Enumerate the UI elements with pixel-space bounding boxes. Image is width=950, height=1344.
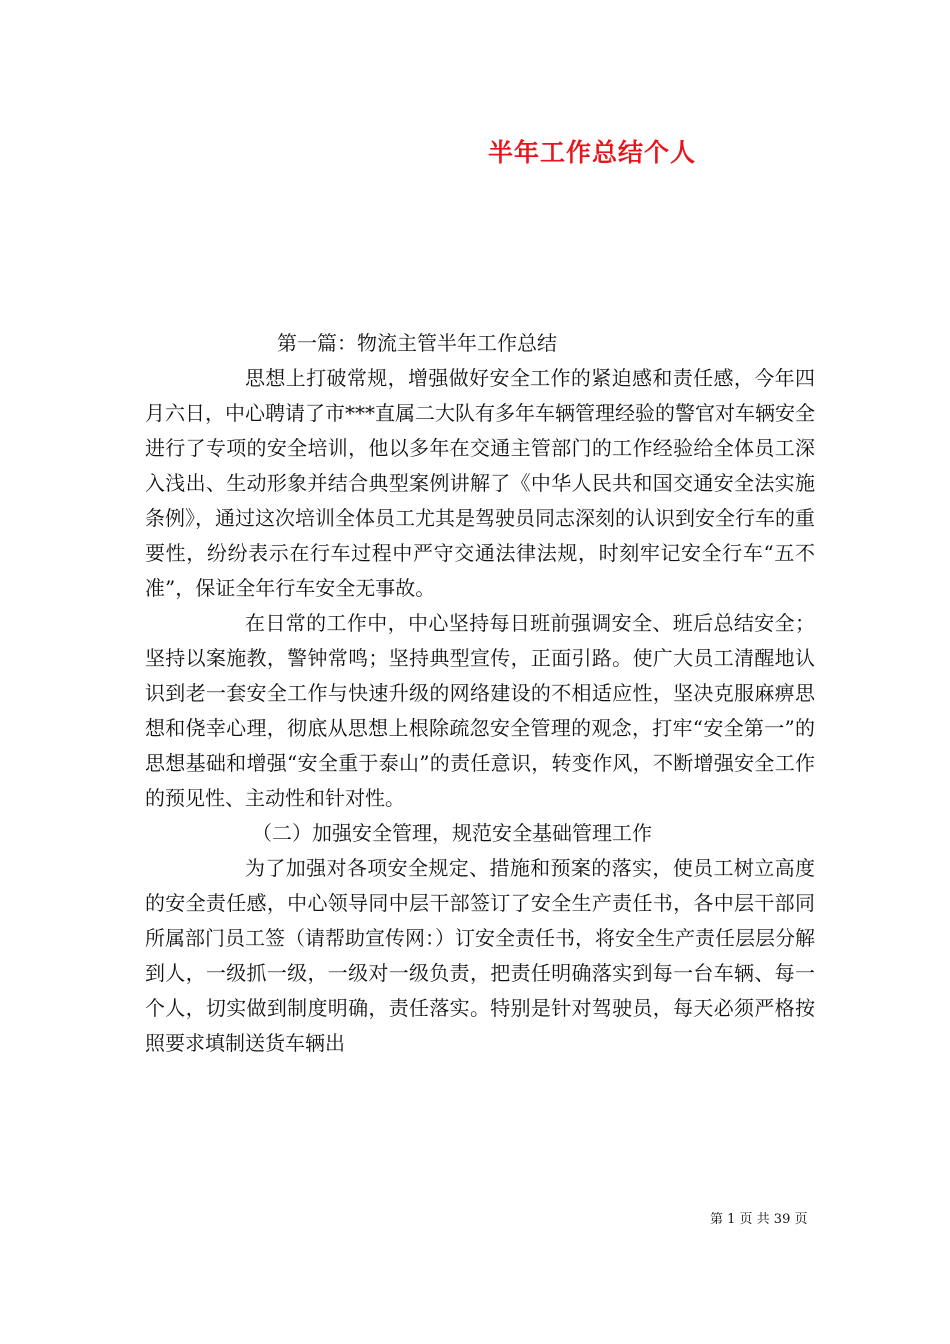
subsection-heading: （二）加强安全管理，规范安全基础管理工作: [252, 821, 652, 845]
paragraph: 为了加强对各项安全规定、措施和预案的落实，使员工树立高度的安全责任感，中心领导同中层干部签订了安全生产责任书，各中层干部同所属部门员工签（请帮助宣传网：）订安全责任书，将安全生产责任层层分解到人，一级抓一级，一级对一级负责，把责任明确落实到每一台车辆、每一个人，切实做到制度明确，责任落实。特别是针对驾驶员，每天必须严格按照要求填制送货车辆出: [145, 856, 815, 1055]
section-heading: 第一篇：物流主管半年工作总结: [277, 331, 557, 355]
page-number: 第 1 页 共 39 页: [710, 1212, 808, 1227]
document-body: [145, 326, 815, 1061]
document-title: 半年工作总结个人: [488, 138, 697, 167]
paragraph: 在日常的工作中，中心坚持每日班前强调安全、班后总结安全；坚持以案施教，警钟常鸣；坚持典型宣传，正面引路。使广大员工清醒地认识到老一套安全工作与快速升级的网络建设的不相适应性，坚决克服麻痹思想和侥幸心理，彻底从思想上根除疏忽安全管理的观念，打牢“安全第一”的思想基础和增强“安全重于泰山”的责任意识，转变作风，不断增强安全工作的预见性、主动性和针对性。: [145, 611, 815, 810]
paragraph: 思想上打破常规，增强做好安全工作的紧迫感和责任感，今年四月六日，中心聘请了市***直属二大队有多年车辆管理经验的警官对车辆安全进行了专项的安全培训，他以多年在交通主管部门的工作经验给全体员工深入浅出、生动形象并结合典型案例讲解了《中华人民共和国交通安全法实施条例》，通过这次培训全体员工尤其是驾驶员同志深刻的认识到安全行车的重要性，纷纷表示在行车过程中严守交通法律法规，时刻牢记安全行车“五不准”，保证全年行车安全无事故。: [145, 366, 815, 600]
